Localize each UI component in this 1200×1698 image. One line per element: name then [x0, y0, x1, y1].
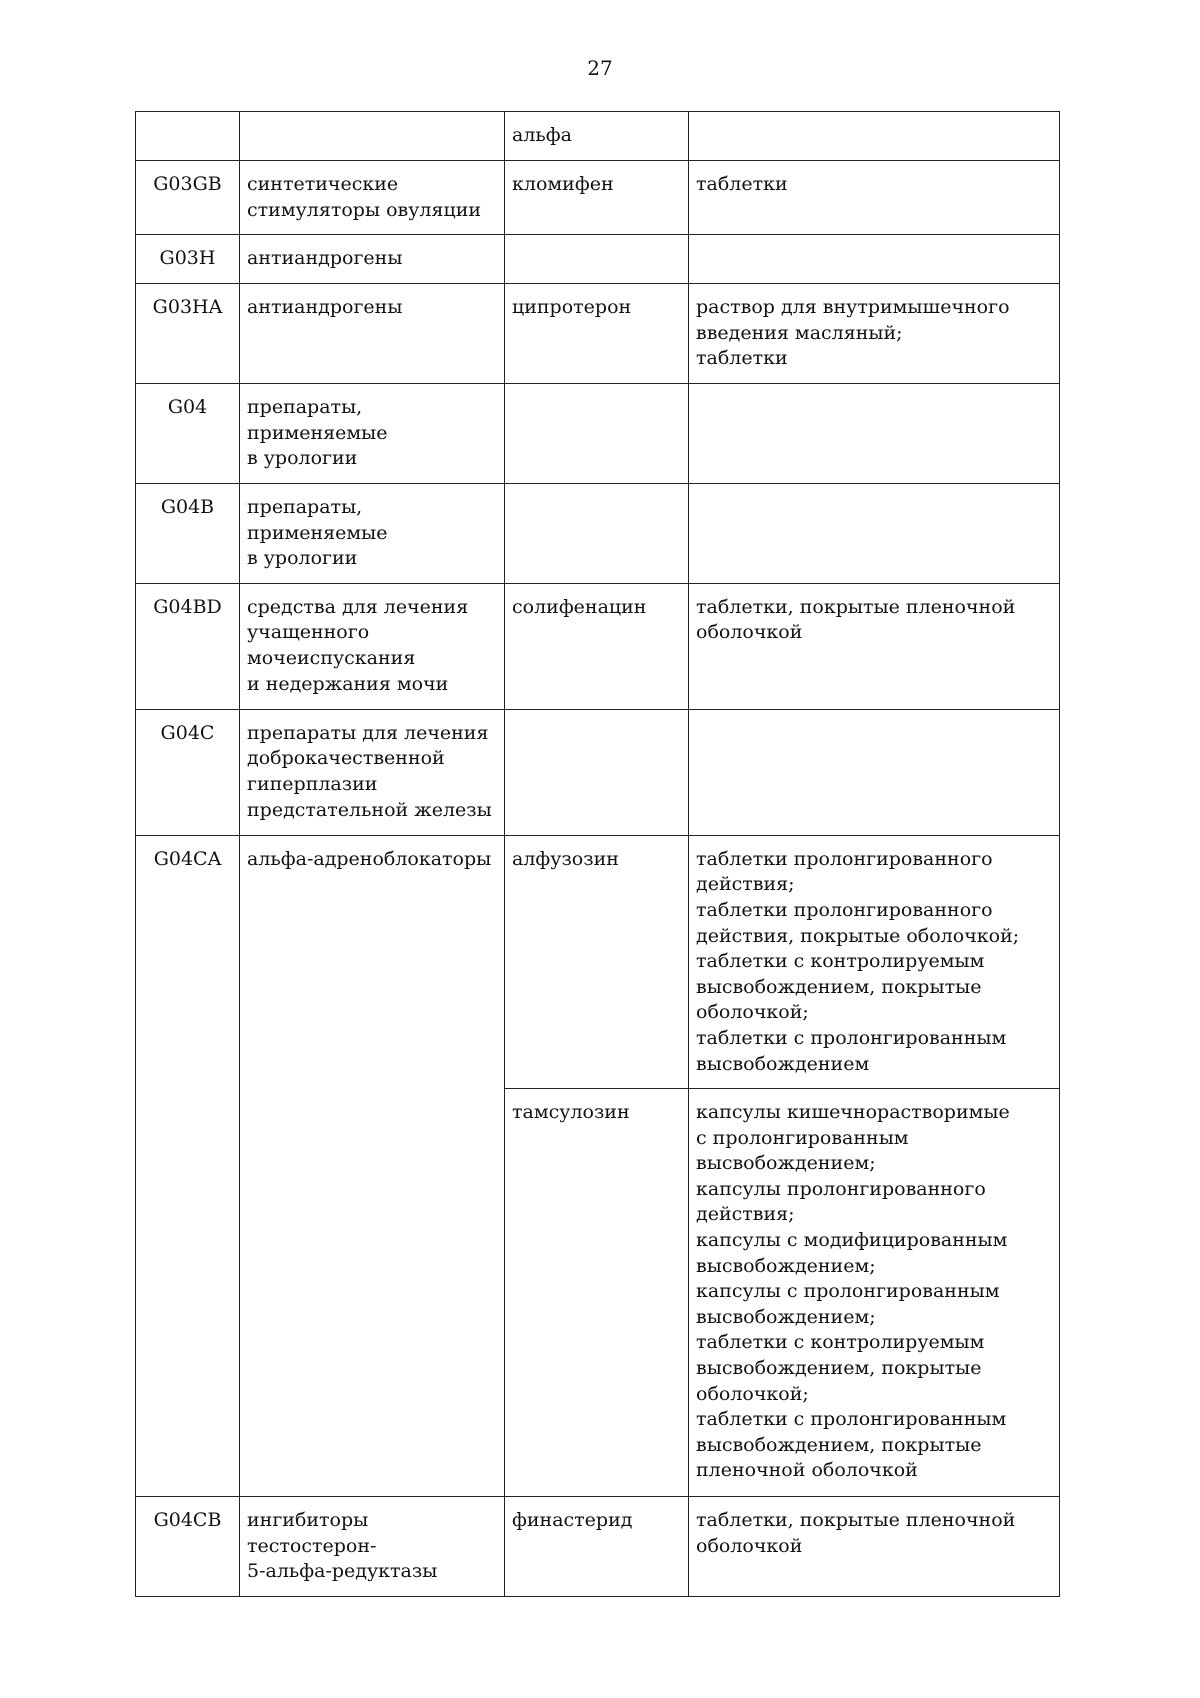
table-row [136, 384, 1060, 484]
drug-name-cell: финастерид [505, 1497, 689, 1597]
dosage-form-cell [689, 235, 1060, 284]
drug-name-cell: ципротерон [505, 284, 689, 384]
dosage-form-cell: капсулы кишечнорастворимые с пролонгированным высвобождением; капсулы пролонгированного действия; капсулы с модифицированным высвобождением; капсулы с пролонгированным высвобождением; таблетки с контролируемым высвобождением, покрытые оболочкой; таблетки с пролонгированным высвобождением, покрытые пленочной оболочкой [689, 1089, 1060, 1497]
drug-name-cell: алфузозин [505, 835, 689, 1088]
atc-code-cell: G04BD [136, 583, 240, 709]
drug-name-cell: солифенацин [505, 583, 689, 709]
drug-name-cell: альфа [505, 112, 689, 161]
table-row [136, 161, 1060, 235]
drug-name-cell [505, 709, 689, 835]
dosage-form-cell: таблетки [689, 161, 1060, 235]
table-row [136, 583, 1060, 709]
drug-name-cell [505, 384, 689, 484]
group-name-cell: средства для лечения учащенного мочеиспускания и недержания мочи [240, 583, 505, 709]
drug-name-cell: тамсулозин [505, 1089, 689, 1497]
table-row [136, 709, 1060, 835]
dosage-form-cell: таблетки, покрытые пленочной оболочкой [689, 583, 1060, 709]
table-row [136, 284, 1060, 384]
group-name-cell: препараты, применяемые в урологии [240, 483, 505, 583]
table-row [136, 835, 1060, 1088]
group-name-cell: ингибиторы тестостерон- 5-альфа-редуктазы [240, 1497, 505, 1597]
group-name-cell: синтетические стимуляторы овуляции [240, 161, 505, 235]
atc-code-cell: G04 [136, 384, 240, 484]
table-row [136, 483, 1060, 583]
group-name-cell: препараты для лечения доброкачественной гиперплазии предстательной железы [240, 709, 505, 835]
table-row [136, 112, 1060, 161]
drug-name-cell [505, 235, 689, 284]
atc-code-cell: G04CB [136, 1497, 240, 1597]
atc-code-cell: G03H [136, 235, 240, 284]
group-name-cell: антиандрогены [240, 284, 505, 384]
drug-table [135, 111, 1060, 1597]
drug-name-cell: кломифен [505, 161, 689, 235]
atc-code-cell: G04CA [136, 835, 240, 1496]
drug-name-cell [505, 483, 689, 583]
dosage-form-cell: раствор для внутримышечного введения масляный; таблетки [689, 284, 1060, 384]
dosage-form-cell [689, 112, 1060, 161]
page-number: 27 [587, 56, 613, 80]
dosage-form-cell: таблетки пролонгированного действия; таблетки пролонгированного действия, покрытые оболочкой; таблетки с контролируемым высвобождением, покрытые оболочкой; таблетки с пролонгированным высвобождением [689, 835, 1060, 1088]
atc-code-cell: G04C [136, 709, 240, 835]
group-name-cell: антиандрогены [240, 235, 505, 284]
dosage-form-cell [689, 483, 1060, 583]
group-name-cell [240, 112, 505, 161]
atc-code-cell: G04B [136, 483, 240, 583]
atc-code-cell [136, 112, 240, 161]
dosage-form-cell [689, 709, 1060, 835]
dosage-form-cell: таблетки, покрытые пленочной оболочкой [689, 1497, 1060, 1597]
atc-code-cell: G03GB [136, 161, 240, 235]
group-name-cell: альфа-адреноблокаторы [240, 835, 505, 1496]
atc-code-cell: G03HA [136, 284, 240, 384]
table-row [136, 235, 1060, 284]
group-name-cell: препараты, применяемые в урологии [240, 384, 505, 484]
dosage-form-cell [689, 384, 1060, 484]
table-row [136, 1497, 1060, 1597]
